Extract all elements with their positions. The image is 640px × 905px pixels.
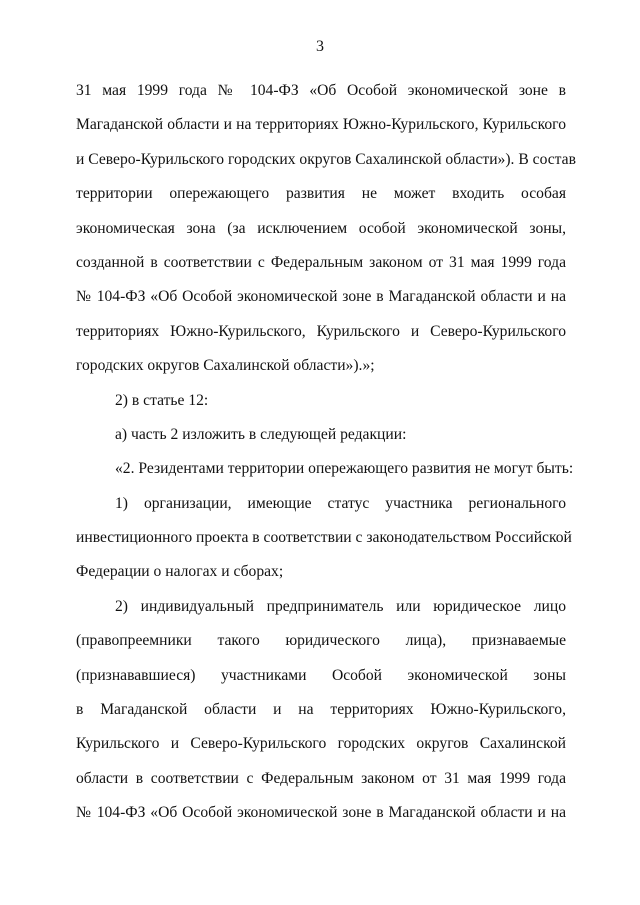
paragraph-line: 2) в статье 12: [115, 391, 209, 409]
paragraph-line: 2) индивидуальный предприниматель или юридическое лицо [115, 597, 566, 615]
text-line: (правопреемники такого юридического лица), признаваемые [76, 632, 566, 650]
text-line: городских округов Сахалинской области»).»; [76, 357, 375, 375]
text-line: территории опережающего развития не может входить особая [76, 185, 566, 203]
paragraph-line: а) часть 2 изложить в следующей редакции: [115, 425, 407, 443]
text-line: 31 мая 1999 года № 104-ФЗ «Об Особой экономической зоне в [76, 82, 566, 99]
text-line: в Магаданской области и на территориях Южно-Курильского, [76, 701, 566, 719]
text-line: и Северо-Курильского городских округов Сахалинской области»). В состав [76, 150, 576, 168]
text-line: экономическая зона (за исключением особой экономической зоны, [76, 219, 566, 237]
paragraph-line: 1) организации, имеющие статус участника регионального [115, 494, 566, 512]
text-line: № 104-ФЗ «Об Особой экономической зоне в Магаданской области и на [76, 804, 566, 822]
paragraph-line: «2. Резидентами территории опережающего развития не могут быть: [115, 460, 574, 478]
text-line: области в соответствии с Федеральным законом от 31 мая 1999 года [76, 769, 566, 787]
page-number: 3 [316, 38, 324, 55]
text-line: (признававшиеся) участниками Особой экономической зоны [76, 666, 566, 684]
text-line: созданной в соответствии с Федеральным законом от 31 мая 1999 года [76, 253, 566, 271]
text-line: Курильского и Северо-Курильского городских округов Сахалинской [76, 735, 566, 753]
text-line: Федерации о налогах и сборах; [76, 563, 284, 581]
text-line: инвестиционного проекта в соответствии с законодательством Российской [76, 529, 572, 547]
text-line: Магаданской области и на территориях Южно-Курильского, Курильского [76, 116, 566, 134]
text-line: территориях Южно-Курильского, Курильского и Северо-Курильского [76, 322, 566, 340]
text-line: № 104-ФЗ «Об Особой экономической зоне в Магаданской области и на [76, 288, 566, 306]
document-body [76, 74, 576, 831]
